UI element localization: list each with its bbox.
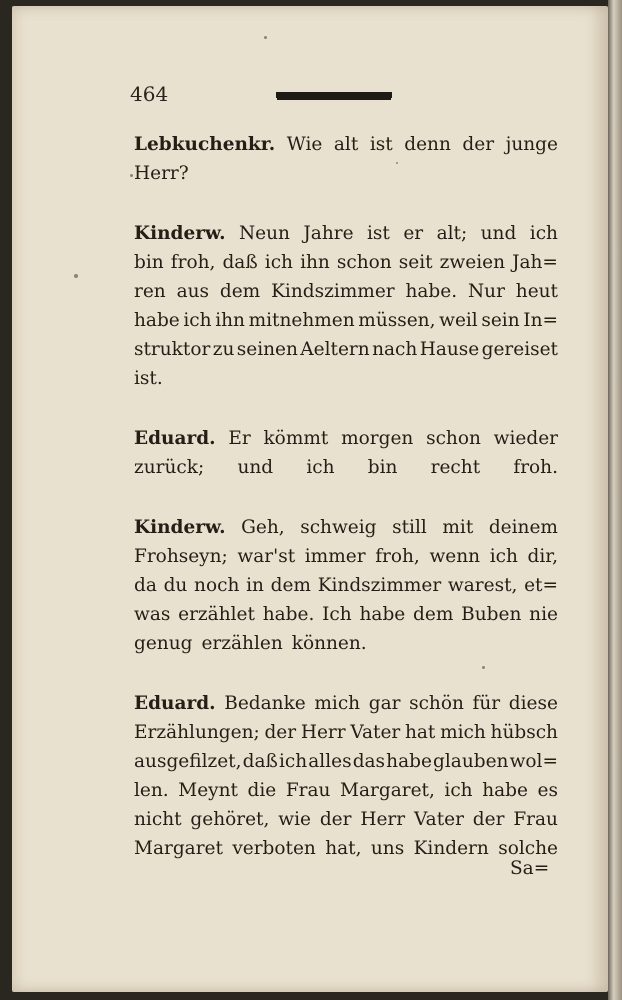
word: mich: [314, 693, 361, 714]
word: ich: [278, 751, 308, 772]
text-line: [134, 453, 558, 482]
word: ist: [367, 223, 390, 244]
word: habe: [482, 780, 528, 801]
word: und: [237, 457, 274, 478]
word: erzählet: [178, 604, 255, 625]
dialogue-paragraph: [134, 219, 558, 393]
word: ausgefilzet,: [134, 751, 242, 772]
word: bin: [367, 457, 398, 478]
word: still: [392, 517, 427, 538]
word: Herr: [300, 722, 346, 743]
word: nicht: [134, 809, 182, 830]
text-line: [134, 629, 558, 658]
word: daß: [242, 751, 278, 772]
word: was: [134, 604, 171, 625]
word: und: [480, 223, 517, 244]
text-line: [134, 424, 558, 453]
speaker-name: Eduard.: [134, 428, 216, 449]
word: Herr: [360, 809, 406, 830]
word: ich: [444, 780, 473, 801]
text-line: [134, 571, 558, 600]
text-line: [134, 219, 558, 248]
text-line: [134, 306, 558, 335]
dialogue-paragraph: [134, 689, 558, 863]
word: kömmt: [263, 428, 329, 449]
text-line: [134, 159, 558, 188]
word: die: [247, 780, 277, 801]
word: Nur: [467, 281, 505, 302]
text-line: [134, 689, 558, 718]
text-line: [134, 600, 558, 629]
word: hat,: [325, 838, 362, 859]
word: war'st: [237, 546, 296, 567]
word: habe.: [405, 281, 458, 302]
text-line: [134, 747, 558, 776]
word: solche: [498, 838, 558, 859]
word: alles: [308, 751, 352, 772]
word: alt;: [436, 223, 468, 244]
word: gereiset: [481, 339, 558, 360]
word: ist: [369, 134, 393, 155]
word: Buben: [461, 604, 522, 625]
word: noch: [194, 575, 240, 596]
word: können.: [291, 633, 367, 654]
word: aus: [176, 281, 210, 302]
word: wieder: [493, 428, 558, 449]
word: da: [134, 575, 157, 596]
word: mit: [442, 517, 474, 538]
word: Margaret,: [340, 780, 435, 801]
word: ihn: [215, 310, 245, 331]
word: glauben: [433, 751, 509, 772]
word: Margaret: [134, 838, 223, 859]
word: sein: [481, 310, 520, 331]
word: Vater: [414, 809, 464, 830]
word: der: [264, 722, 297, 743]
speaker-name: Lebkuchenkr.: [134, 134, 276, 155]
word: hübsch: [490, 722, 558, 743]
word: Frau: [285, 780, 331, 801]
word: dem: [413, 604, 454, 625]
word: Herr?: [134, 163, 189, 184]
word: junge: [505, 134, 558, 155]
text-line: [134, 248, 558, 277]
word: das: [352, 751, 386, 772]
word: der: [472, 809, 505, 830]
word: habe: [386, 751, 432, 772]
text-line: [134, 364, 558, 393]
word: Bedanke: [224, 693, 306, 714]
header-rule: [276, 92, 392, 98]
word: zu: [212, 339, 235, 360]
word: dir,: [527, 546, 558, 567]
word: genug: [134, 633, 193, 654]
word: alt: [333, 134, 359, 155]
text-line: [134, 335, 558, 364]
word: der: [319, 809, 352, 830]
word: müssen,: [358, 310, 436, 331]
word: du: [163, 575, 188, 596]
word: ist.: [134, 368, 163, 389]
word: Geh,: [241, 517, 285, 538]
word: seit: [398, 252, 433, 273]
word: ich: [183, 310, 212, 331]
word: Ich: [322, 604, 352, 625]
page-number: 464: [130, 82, 169, 106]
word: ihn: [300, 252, 330, 273]
book-fore-edge: [608, 0, 622, 1000]
word: wie: [278, 809, 311, 830]
word: wenn: [429, 546, 481, 567]
word: dem: [219, 281, 261, 302]
word: Kindszimmer: [271, 281, 395, 302]
word: ich: [489, 546, 518, 567]
word: für: [472, 693, 501, 714]
word: struktor: [134, 339, 211, 360]
word: es: [537, 780, 558, 801]
word: nach: [372, 339, 418, 360]
word: erzählen: [201, 633, 283, 654]
word: bin: [134, 252, 164, 273]
dialogue-paragraph: [134, 513, 558, 658]
word: daß: [222, 252, 258, 273]
word: gar: [368, 693, 401, 714]
dialogue-paragraph: [134, 424, 558, 482]
speaker-name: Kinderw.: [134, 223, 226, 244]
word: froh,: [375, 546, 420, 567]
word: nie: [529, 604, 558, 625]
word: len.: [134, 780, 169, 801]
word: schweig: [300, 517, 377, 538]
word: habe: [134, 310, 180, 331]
word: habe.: [262, 604, 315, 625]
word: Kindszimmer: [317, 575, 442, 596]
word: der: [462, 134, 495, 155]
text-line: [134, 513, 558, 542]
word: zweien: [439, 252, 505, 273]
word: verboten: [232, 838, 316, 859]
word: schön: [409, 693, 464, 714]
word: diese: [508, 693, 558, 714]
paper-speck: [264, 36, 267, 39]
word: hat: [404, 722, 436, 743]
word: In=: [523, 310, 558, 331]
word: froh.: [513, 457, 558, 478]
word: schon: [336, 252, 392, 273]
text-line: [134, 834, 558, 863]
text-line: [134, 130, 558, 159]
word: seinen: [236, 339, 298, 360]
word: zurück;: [134, 457, 205, 478]
text-line: [134, 776, 558, 805]
word: et=: [524, 575, 558, 596]
speaker-name: Eduard.: [134, 693, 216, 714]
word: er: [403, 223, 424, 244]
word: morgen: [341, 428, 414, 449]
word: gehöret,: [190, 809, 270, 830]
word: ren: [134, 281, 166, 302]
text-line: [134, 277, 558, 306]
word: mitnehmen: [248, 310, 355, 331]
running-header: [130, 82, 570, 112]
word: dem: [270, 575, 311, 596]
word: Jah=: [512, 252, 558, 273]
word: Er: [228, 428, 251, 449]
paper-speck: [74, 274, 78, 278]
word: mich: [440, 722, 486, 743]
speaker-name: Kinderw.: [134, 517, 226, 538]
word: Aeltern: [300, 339, 370, 360]
word: Jahre: [303, 223, 354, 244]
word: ich: [306, 457, 335, 478]
word: heut: [515, 281, 558, 302]
paper-speck: [130, 174, 133, 177]
word: Meynt: [178, 780, 238, 801]
word: immer: [304, 546, 366, 567]
dialogue-text: [134, 130, 558, 894]
word: wol=: [509, 751, 558, 772]
word: uns: [370, 838, 405, 859]
word: recht: [430, 457, 481, 478]
word: schon: [426, 428, 481, 449]
word: Kindern: [413, 838, 489, 859]
word: weil: [439, 310, 478, 331]
word: Neun: [238, 223, 290, 244]
word: Frohseyn;: [134, 546, 228, 567]
catchword: Sa=: [510, 858, 550, 879]
word: deinem: [488, 517, 558, 538]
word: Vater: [350, 722, 401, 743]
word: warest,: [447, 575, 518, 596]
text-line: [134, 718, 558, 747]
word: habe: [359, 604, 406, 625]
word: ich: [264, 252, 293, 273]
word: Frau: [513, 809, 558, 830]
word: ich: [529, 223, 558, 244]
word: Wie: [286, 134, 323, 155]
word: denn: [404, 134, 451, 155]
dialogue-paragraph: [134, 130, 558, 188]
word: froh,: [170, 252, 216, 273]
text-line: [134, 542, 558, 571]
word: Hause: [419, 339, 480, 360]
word: Erzählungen;: [134, 722, 260, 743]
word: in: [246, 575, 264, 596]
text-line: [134, 805, 558, 834]
